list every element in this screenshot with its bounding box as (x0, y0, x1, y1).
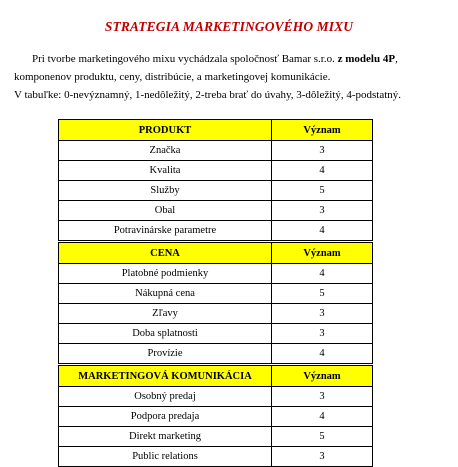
marketing-mix-table (58, 119, 373, 467)
row-value: 3 (272, 141, 373, 161)
document-title: STRATEGIA MARKETINGOVÉHO MIXU (104, 19, 354, 34)
row-value: 3 (272, 387, 373, 407)
value-header: Význam (272, 366, 373, 387)
table-row (59, 427, 373, 447)
row-label: Platobné podmienky (59, 264, 272, 284)
row-value: 4 (272, 161, 373, 181)
table-row (59, 221, 373, 241)
intro-text: Pri tvorbe marketingového mixu vychádzala spoločnosť Bamar s.r.o. (32, 53, 335, 65)
section-header: PRODUKT (59, 120, 272, 141)
row-value: 3 (272, 324, 373, 344)
row-value: 4 (272, 407, 373, 427)
row-label: Doba splatnosti (59, 324, 272, 344)
row-value: 5 (272, 427, 373, 447)
table-row (59, 304, 373, 324)
row-value: 5 (272, 284, 373, 304)
section-header: CENA (59, 243, 272, 264)
row-label: Potravinárske parametre (59, 221, 272, 241)
table-row (59, 161, 373, 181)
row-value: 3 (272, 201, 373, 221)
row-label: Podpora predaja (59, 407, 272, 427)
section-header-row (59, 120, 373, 141)
row-value: 3 (272, 447, 373, 467)
intro-bold-text: z modelu 4P (337, 53, 396, 65)
table-row (59, 141, 373, 161)
row-value: 5 (272, 181, 373, 201)
value-header: Význam (272, 243, 373, 264)
table-row (59, 344, 373, 364)
row-label: Public relations (59, 447, 272, 467)
table-row (59, 264, 373, 284)
intro-punct: , (395, 53, 398, 65)
row-value: 3 (272, 304, 373, 324)
table-row (59, 447, 373, 467)
table-row (59, 201, 373, 221)
intro-line-2: komponenov produktu, ceny, distribúcie, a marketingovej komunikácie. (14, 71, 331, 83)
value-header: Význam (272, 120, 373, 141)
table-row (59, 181, 373, 201)
row-label: Obal (59, 201, 272, 221)
row-label: Direkt marketing (59, 427, 272, 447)
section-header: MARKETINGOVÁ KOMUNIKÁCIA (59, 366, 272, 387)
row-label: Nákupná cena (59, 284, 272, 304)
intro-paragraph (14, 50, 444, 104)
intro-line-3: V tabuľke: 0-nevýznamný, 1-nedôležitý, 2-treba brať do úvahy, 3-dôležitý, 4-podstatný. (14, 89, 402, 101)
row-label: Kvalita (59, 161, 272, 181)
row-value: 4 (272, 221, 373, 241)
section-header-row (59, 366, 373, 387)
table-row (59, 407, 373, 427)
row-label: Značka (59, 141, 272, 161)
row-label: Provízie (59, 344, 272, 364)
row-label: Zľavy (59, 304, 272, 324)
intro-line-1 (14, 50, 444, 68)
row-value: 4 (272, 344, 373, 364)
table-row (59, 324, 373, 344)
table-row (59, 387, 373, 407)
table-row (59, 284, 373, 304)
row-value: 4 (272, 264, 373, 284)
row-label: Osobný predaj (59, 387, 272, 407)
row-label: Služby (59, 181, 272, 201)
section-header-row (59, 243, 373, 264)
